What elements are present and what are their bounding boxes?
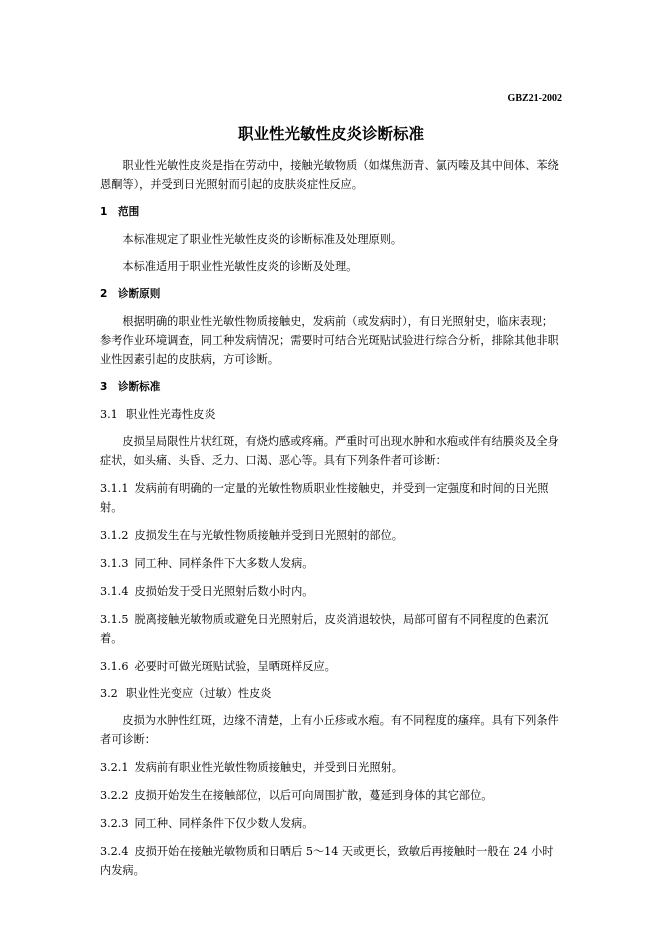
item-text: 皮损发生在与光敏性物质接触并受到日光照射的部位。 (134, 529, 403, 542)
subsection-3-1-heading (100, 405, 562, 424)
item-text: 皮损开始在接触光敏物质和日晒后 5～14 天或更长，致敏后再接触时一般在 24 小时内发病。 (100, 845, 554, 877)
section-1-paragraph-2: 本标准适用于职业性光敏性皮炎的诊断及处理。 (122, 260, 358, 273)
item-number: 3.1.3 (100, 557, 129, 570)
list-item (100, 786, 562, 805)
item-number: 3.1.4 (100, 585, 129, 598)
intro-paragraph: 职业性光敏性皮炎是指在劳动中，接触光敏物质（如煤焦沥青、氯丙嗪及其中间体、苯绕恩酮等），并受到日光照射而引起的皮肤炎症性反应。 (100, 159, 559, 191)
item-number: 3.1.2 (100, 529, 129, 542)
section-title: 诊断原则 (118, 288, 161, 300)
item-number: 3.1.1 (100, 482, 129, 495)
subsection-number: 3.1 (100, 408, 118, 421)
list-item (100, 814, 562, 833)
subsection-title: 职业性光毒性皮炎 (126, 408, 216, 421)
section-number: 3 (100, 381, 108, 393)
list-item (100, 610, 562, 648)
item-number: 3.2.2 (100, 789, 129, 802)
section-1-heading (100, 203, 562, 222)
item-text: 必要时可做光斑贴试验，呈晒斑样反应。 (134, 660, 336, 673)
section-title: 范围 (118, 206, 140, 218)
subsection-title: 职业性光变应（过敏）性皮炎 (126, 687, 272, 700)
item-number: 3.1.5 (100, 613, 129, 626)
list-item (100, 758, 562, 777)
document-body (100, 156, 562, 880)
section-2-paragraph-1: 根据明确的职业性光敏性物质接触史，发病前（或发病时），有日光照射史，临床表现；参考作业环境调查，同工种发病情况；需要时可结合光斑贴试验进行综合分析，排除其他非职业性因素引起的皮肤病，方可诊断。 (100, 315, 559, 366)
item-text: 皮损开始发生在接触部位，以后可向周围扩散，蔓延到身体的其它部位。 (134, 789, 493, 802)
item-number: 3.2.3 (100, 817, 129, 830)
section-2-heading (100, 285, 562, 304)
subsection-3-2-description: 皮损为水肿性红斑，边缘不清楚，上有小丘疹或水疱。有不同程度的瘙痒。具有下列条件者可诊断： (100, 714, 559, 746)
list-item (100, 526, 562, 545)
item-text: 同工种、同样条件下大多数人发病。 (134, 557, 314, 570)
section-number: 2 (100, 288, 108, 300)
item-number: 3.2.1 (100, 761, 129, 774)
subsection-3-2-heading (100, 684, 562, 703)
list-item (100, 554, 562, 573)
item-text: 同工种、同样条件下仅少数人发病。 (134, 817, 314, 830)
document-number: GBZ21-2002 (507, 93, 562, 104)
document-title: 职业性光敏性皮炎诊断标准 (237, 125, 424, 143)
section-number: 1 (100, 206, 108, 218)
subsection-3-1-description: 皮损呈局限性片状红斑，有烧灼感或疼痛。严重时可出现水肿和水疱或伴有结膜炎及全身症状，如头痛、头昏、乏力、口渴、恶心等。具有下列条件者可诊断： (100, 435, 559, 467)
item-text: 发病前有职业性光敏性物质接触史，并受到日光照射。 (134, 761, 403, 774)
list-item (100, 842, 562, 880)
item-number: 3.1.6 (100, 660, 129, 673)
section-title: 诊断标准 (118, 381, 161, 393)
section-1-paragraph-1: 本标准规定了职业性光敏性皮炎的诊断标准及处理原则。 (122, 233, 403, 246)
item-number: 3.2.4 (100, 845, 129, 858)
list-item (100, 479, 562, 517)
item-text: 皮损始发于受日光照射后数小时内。 (134, 585, 314, 598)
section-3-heading (100, 378, 562, 397)
item-text: 脱离接触光敏物质或避免日光照射后，皮炎消退较快，局部可留有不同程度的色素沉着。 (100, 613, 549, 645)
list-item (100, 582, 562, 601)
item-text: 发病前有明确的一定量的光敏性物质职业性接触史，并受到一定强度和时间的日光照射。 (100, 482, 549, 514)
subsection-number: 3.2 (100, 687, 118, 700)
list-item (100, 657, 562, 676)
